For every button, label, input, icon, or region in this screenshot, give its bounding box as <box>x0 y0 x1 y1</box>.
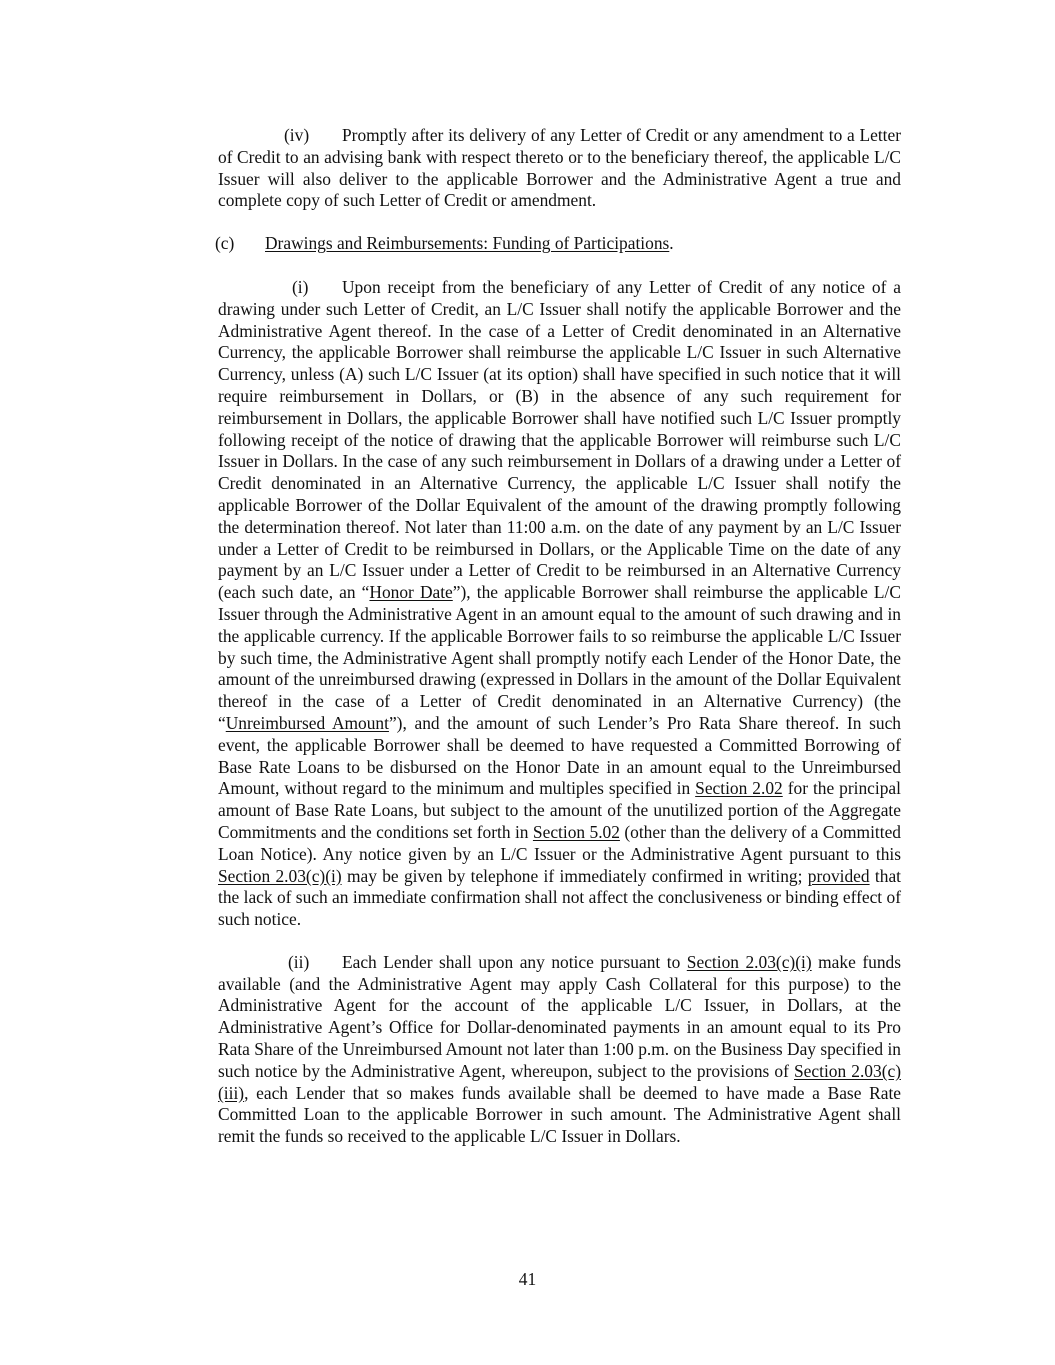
paragraph-ii-text-3: , each Lender that so makes funds available shall be deemed to have made a Base Rate Committed Loan to the applicable Borrower in such amount. The Administrative Agent shall remit the funds so received to the applicable L/C Issuer in Dollars. <box>218 1082 901 1147</box>
paragraph-i-text-7: that the lack of such an immediate confirmation shall not affect the conclusiveness or binding effect of such notice. <box>218 865 901 930</box>
paragraph-i <box>218 277 901 931</box>
page-number: 41 <box>518 1269 537 1289</box>
defined-term-unreimbursed-amount: Unreimbursed Amount <box>225 712 389 733</box>
paragraph-i-number: (i) <box>292 276 309 297</box>
paragraph-ii-text-2: make funds available (and the Administrative Agent may apply Cash Collateral for this purpose) to the Administrative Agent for the account of the applicable L/C Issuer, in Dollars, at the Administrative Agent’s Office for Dollar-denominated payments in an amount equal to its Pro Rata Share of the Unreimbursed Amount not later than 1:00 p.m. on the Business Day specified in such notice by the Administrative Agent, whereupon, subject to the provisions of <box>218 951 901 1081</box>
section-reference-2-03-c-iii: Section 2.03(c)(iii) <box>218 1060 901 1103</box>
section-reference-2-03-c-i: Section 2.03(c)(i) <box>218 865 342 886</box>
paragraph-iv <box>218 125 901 212</box>
paragraph-iv-text: Promptly after its delivery of any Letter of Credit or any amendment to a Letter of Credit to an advising bank with respect thereto or to the beneficiary thereof, the applicable L/C Issuer will also deliver to the applicable Borrower and the Administrative Agent a true and complete copy of such Letter of Credit or amendment. <box>218 125 901 211</box>
paragraph-ii-text-1: Each Lender shall upon any notice pursuant to <box>342 951 687 972</box>
section-heading-period: . <box>669 233 674 254</box>
paragraph-i-text-4: for the principal amount of Base Rate Loans, but subject to the amount of the unutilized portion of the Aggregate Commitments and the conditions set forth in <box>218 778 901 842</box>
paragraph-i-text-1: Upon receipt from the beneficiary of any Letter of Credit of any notice of a drawing under such Letter of Credit, an L/C Issuer shall notify the applicable Borrower and the Administrative Agent thereof. In the case of a Letter of Credit denominated in an Alternative Currency, the applicable Borrower shall reimburse the applicable L/C Issuer in such Alternative Currency, unless (A) such L/C Issuer (at its option) shall have specified in such notice that it will require reimbursement in Dollars, or (B) in the absence of any such requirement for reimbursement in Dollars, the applicable Borrower shall have notified such L/C Issuer promptly following receipt of the notice of drawing that the applicable Borrower will reimburse such L/C Issuer in Dollars. In the case of any such reimbursement in Dollars of a drawing under a Letter of Credit denominated in an Alternative Currency, the applicable L/C Issuer shall notify the applicable Borrower of the Dollar Equivalent of the amount of the drawing promptly following the determination thereof. Not later than 11:00 a.m. on the date of any payment by an L/C Issuer under a Letter of Credit to be reimbursed in Dollars, or the Applicable Time on the date of any payment by an L/C Issuer under a Letter of Credit to be reimbursed in an Alternative Currency (each such date, an “ <box>218 276 901 603</box>
paragraph-ii <box>218 952 901 1148</box>
paragraph-ii-number: (ii) <box>288 951 310 972</box>
paragraph-i-text-6: may be given by telephone if immediately confirmed in writing; <box>341 865 808 886</box>
paragraph-c-heading <box>215 233 901 255</box>
paragraph-iv-number: (iv) <box>284 125 310 145</box>
document-page <box>215 125 901 1148</box>
paragraph-i-text-3: ”), and the amount of such Lender’s Pro Rata Share thereof. In such event, the applicable Borrower shall be deemed to have requested a Committed Borrowing of Base Rate Loans to be disbursed on the Honor Date in an amount equal to the Unreimbursed Amount, without regard to the minimum and multiples specified in <box>218 712 901 799</box>
section-heading: Drawings and Reimbursements: Funding of Participations <box>265 233 670 254</box>
section-reference-2-03-c-i: Section 2.03(c)(i) <box>686 951 812 972</box>
section-reference-5-02: Section 5.02 <box>532 821 620 842</box>
paragraph-c-number: (c) <box>215 233 235 254</box>
proviso-provided: provided <box>807 865 870 886</box>
section-reference-2-02: Section 2.02 <box>695 778 783 799</box>
defined-term-honor-date: Honor Date <box>369 582 453 603</box>
paragraph-i-text-5: (other than the delivery of a Committed Loan Notice). Any notice given by an L/C Issuer or the Administrative Agent pursuant to this <box>218 821 901 864</box>
paragraph-i-text-2: ”), the applicable Borrower shall reimburse the applicable L/C Issuer through the Administrative Agent in an amount equal to the amount of such drawing and in the applicable currency. If the applicable Borrower fails to so reimburse the applicable L/C Issuer by such time, the Administrative Agent shall promptly notify each Lender of the Honor Date, the amount of the unreimbursed drawing (expressed in Dollars in the amount of the Dollar Equivalent thereof in the case of a Letter of Credit denominated in an Alternative Currency) (the “ <box>218 582 901 733</box>
